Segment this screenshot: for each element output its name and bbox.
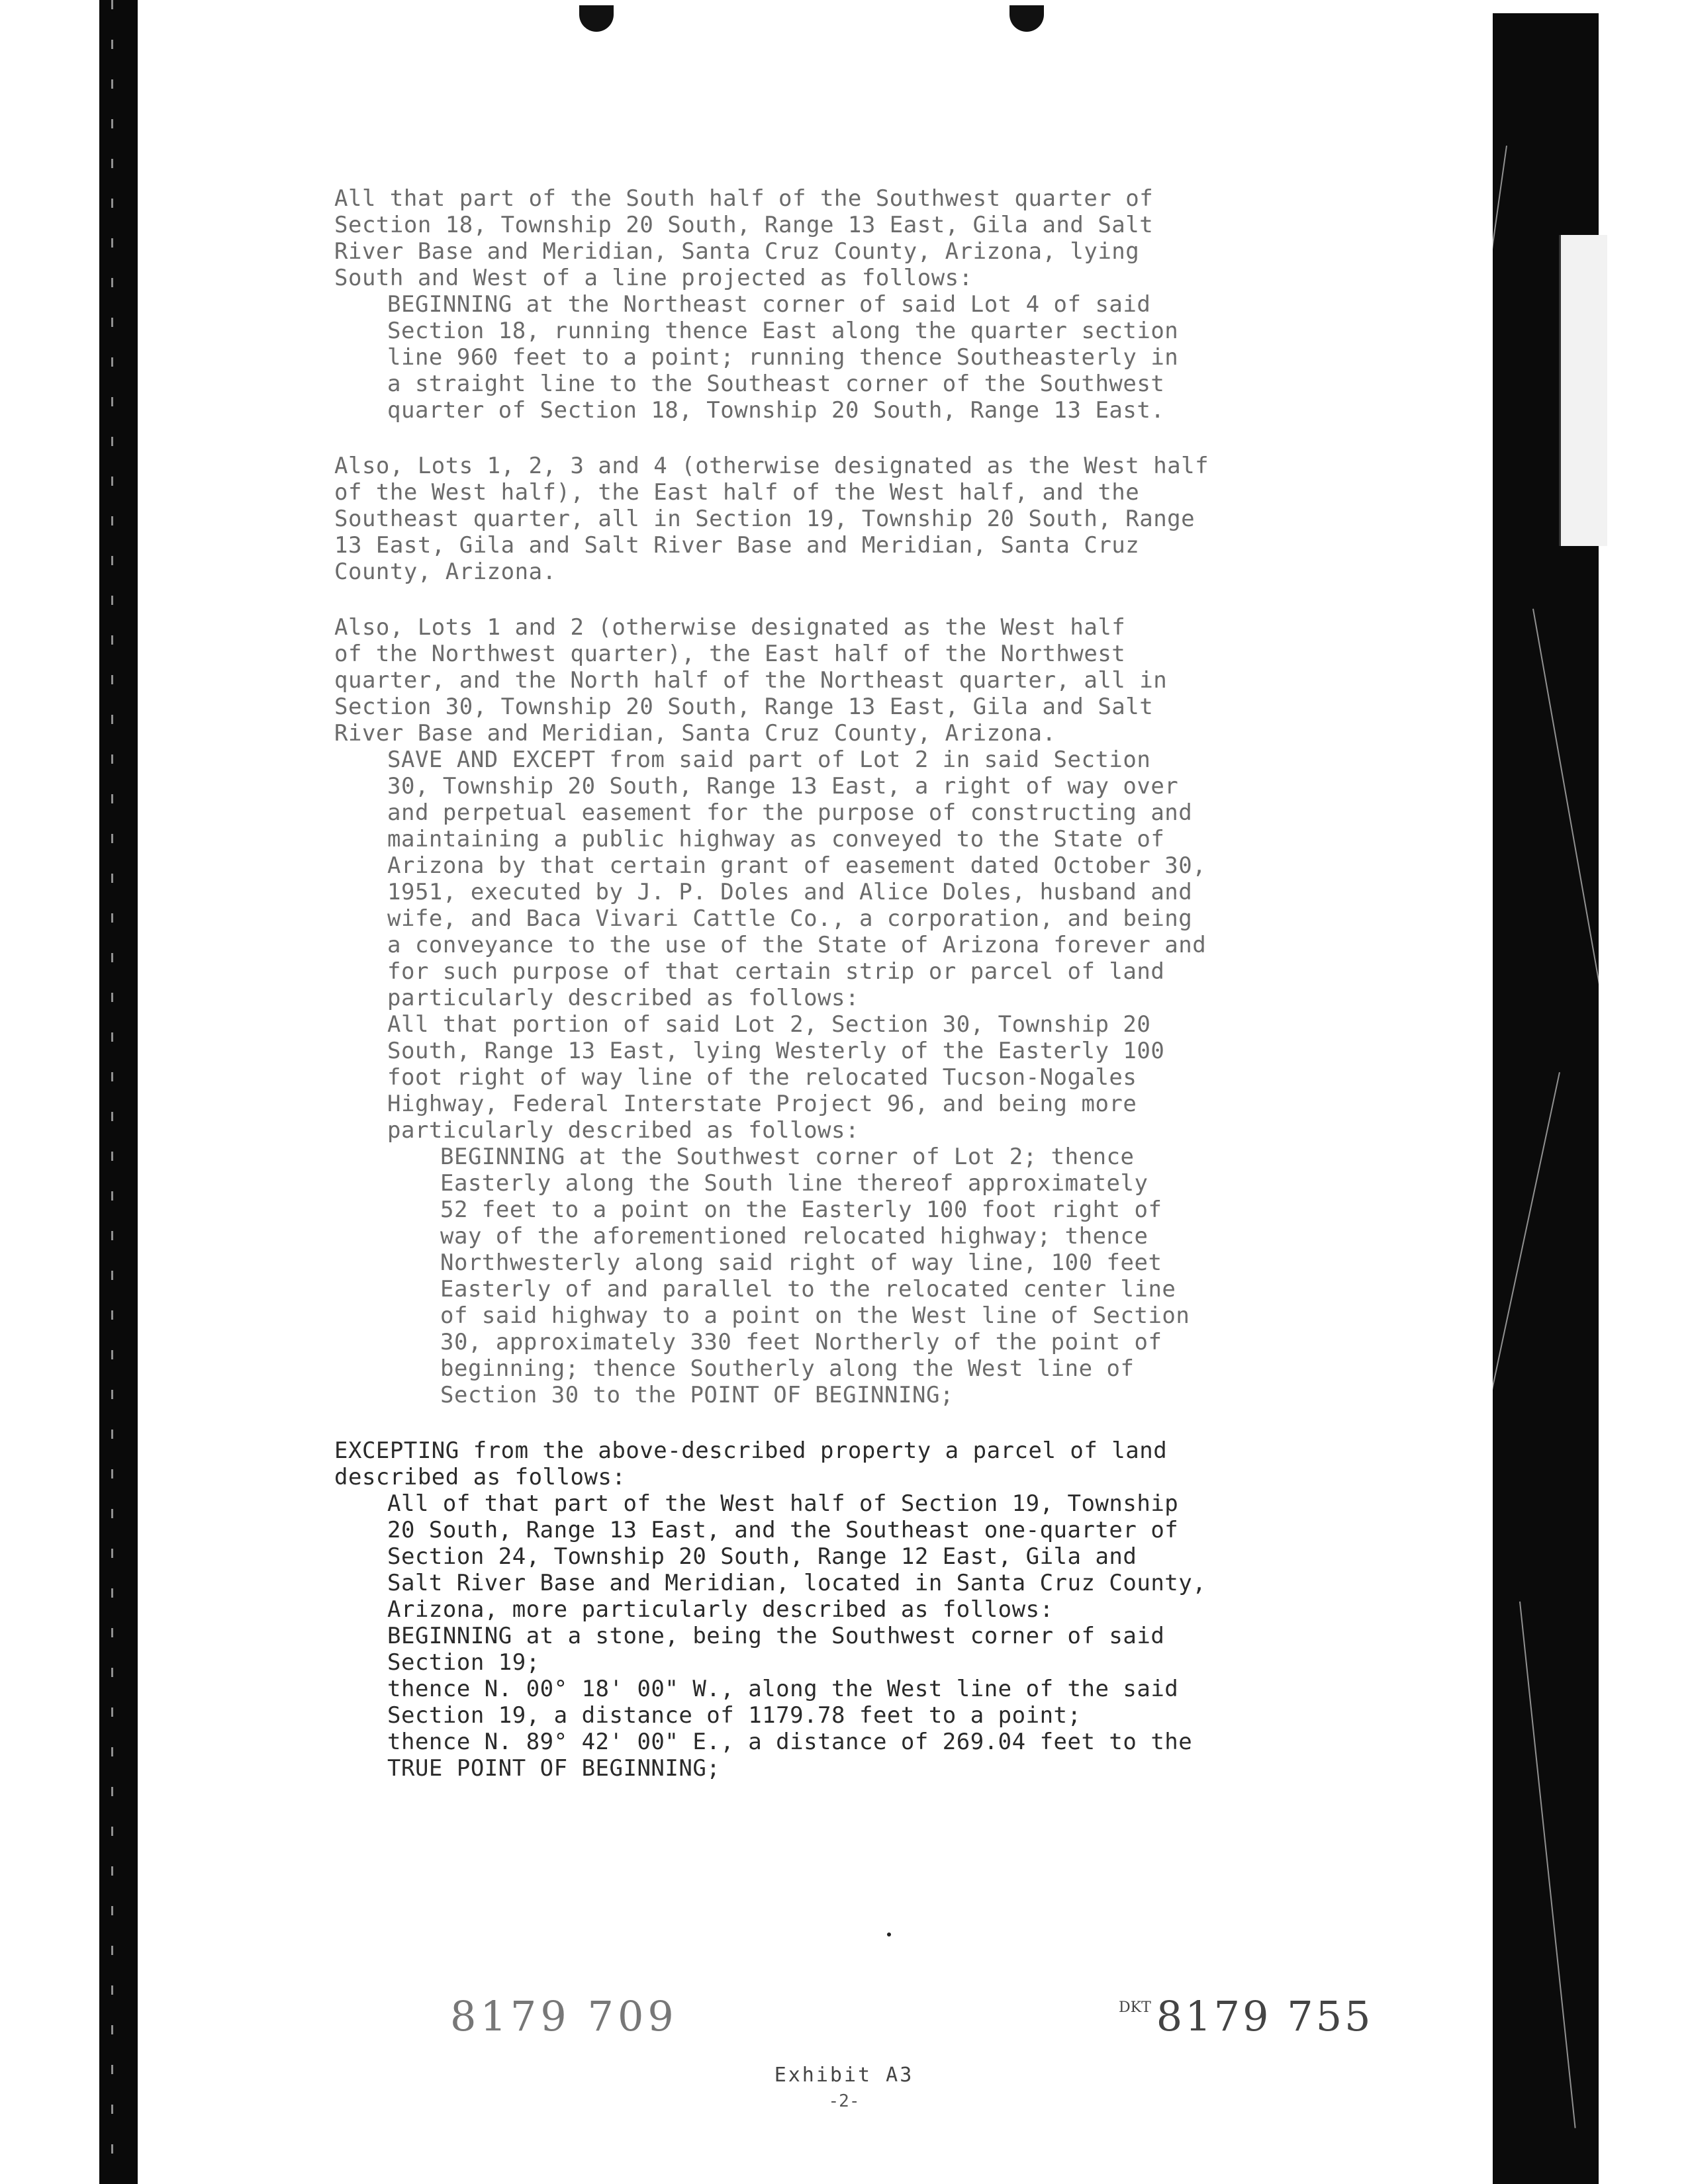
text-line: South, Range 13 East, lying Westerly of the Easterly 100	[387, 1038, 1165, 1064]
text-line: Section 30, Township 20 South, Range 13 East, Gila and Salt	[334, 694, 1154, 720]
scan-edge-left	[99, 0, 138, 2184]
text-line: 1951, executed by J. P. Doles and Alice Doles, husband and	[387, 879, 1193, 905]
text-line: Northwesterly along said right of way line, 100 feet	[440, 1250, 1162, 1276]
text-line: Section 18, running thence East along the quarter section	[387, 318, 1179, 344]
text-line: All of that part of the West half of Section 19, Township	[387, 1490, 1179, 1517]
text-line: quarter of Section 18, Township 20 South, Range 13 East.	[387, 397, 1165, 424]
paragraph-section-30	[334, 614, 1367, 1408]
text-line: foot right of way line of the relocated Tucson-Nogales	[387, 1064, 1137, 1091]
text-line: Arizona, more particularly described as follows:	[387, 1596, 1054, 1623]
text-line: 20 South, Range 13 East, and the Southeast one-quarter of	[387, 1517, 1179, 1543]
text-line: BEGINNING at the Northeast corner of said Lot 4 of said	[387, 291, 1151, 318]
text-line: particularly described as follows:	[387, 985, 859, 1011]
text-line: River Base and Meridian, Santa Cruz County, Arizona, lying	[334, 238, 1140, 265]
text-line: and perpetual easement for the purpose of constructing and	[387, 799, 1193, 826]
text-line: Easterly along the South line thereof approximately	[440, 1170, 1149, 1197]
text-line: Highway, Federal Interstate Project 96, and being more	[387, 1091, 1137, 1117]
text-line: described as follows:	[334, 1464, 626, 1490]
text-line: Section 19, a distance of 1179.78 feet to a point;	[387, 1702, 1082, 1729]
text-line: thence N. 89° 42' 00" E., a distance of 269.04 feet to the	[387, 1729, 1193, 1755]
text-line: BEGINNING at the Southwest corner of Lot 2; thence	[440, 1144, 1135, 1170]
exhibit-label: Exhibit A3	[774, 2064, 914, 2087]
text-line: quarter, and the North half of the Northeast quarter, all in	[334, 667, 1168, 694]
punch-hole-right	[1009, 5, 1044, 32]
legal-description	[334, 185, 1367, 1811]
text-line: of the West half), the East half of the West half, and the	[334, 479, 1140, 506]
paragraph-exception	[334, 1437, 1367, 1782]
recording-stamp-right	[1119, 1992, 1374, 2040]
text-line: for such purpose of that certain strip or parcel of land	[387, 958, 1165, 985]
text-line: 52 feet to a point on the Easterly 100 foot right of	[440, 1197, 1162, 1223]
text-line: 30, approximately 330 feet Northerly of the point of	[440, 1329, 1162, 1355]
paragraph-section-18	[334, 185, 1367, 424]
stamp-number: 8179 755	[1156, 1992, 1374, 2040]
text-line: beginning; thence Southerly along the West line of	[440, 1355, 1135, 1382]
text-line: All that portion of said Lot 2, Section 30, Township 20	[387, 1011, 1151, 1038]
text-line: Salt River Base and Meridian, located in Santa Cruz County,	[387, 1570, 1207, 1596]
text-line: Section 24, Township 20 South, Range 12 East, Gila and	[387, 1543, 1137, 1570]
text-line: Also, Lots 1 and 2 (otherwise designated as the West half	[334, 614, 1126, 641]
text-line: South and West of a line projected as follows:	[334, 265, 973, 291]
text-line: Section 18, Township 20 South, Range 13 East, Gila and Salt	[334, 212, 1154, 238]
speck	[887, 1933, 891, 1936]
text-line: Arizona by that certain grant of easement dated October 30,	[387, 852, 1207, 879]
text-line: Section 19;	[387, 1649, 540, 1676]
text-line: a conveyance to the use of the State of Arizona forever and	[387, 932, 1207, 958]
text-line: BEGINNING at a stone, being the Southwest corner of said	[387, 1623, 1165, 1649]
recording-stamp-left: 8179 709	[450, 1992, 678, 2040]
page-number: -2-	[828, 2091, 860, 2111]
text-line: way of the aforementioned relocated highway; thence	[440, 1223, 1149, 1250]
paper-tab	[1559, 235, 1607, 546]
text-line: of the Northwest quarter), the East half of the Northwest	[334, 641, 1126, 667]
text-line: SAVE AND EXCEPT from said part of Lot 2 in said Section	[387, 747, 1151, 773]
text-line: EXCEPTING from the above-described property a parcel of land	[334, 1437, 1168, 1464]
text-line: maintaining a public highway as conveyed to the State of	[387, 826, 1165, 852]
text-line: wife, and Baca Vivari Cattle Co., a corporation, and being	[387, 905, 1193, 932]
text-line: 13 East, Gila and Salt River Base and Meridian, Santa Cruz	[334, 532, 1140, 559]
text-line: 30, Township 20 South, Range 13 East, a right of way over	[387, 773, 1179, 799]
text-line: County, Arizona.	[334, 559, 557, 585]
text-line: Southeast quarter, all in Section 19, Township 20 South, Range	[334, 506, 1196, 532]
text-line: thence N. 00° 18' 00" W., along the West line of the said	[387, 1676, 1179, 1702]
stamp-prefix: DKT	[1119, 1999, 1151, 2016]
punch-hole-left	[579, 5, 614, 32]
text-line: All that part of the South half of the Southwest quarter of	[334, 185, 1154, 212]
text-line: Section 30 to the POINT OF BEGINNING;	[440, 1382, 954, 1408]
text-line: a straight line to the Southeast corner of the Southwest	[387, 371, 1165, 397]
text-line: of said highway to a point on the West line of Section	[440, 1302, 1190, 1329]
text-line: TRUE POINT OF BEGINNING;	[387, 1755, 721, 1782]
text-line: line 960 feet to a point; running thence Southeasterly in	[387, 344, 1179, 371]
text-line: River Base and Meridian, Santa Cruz County, Arizona.	[334, 720, 1056, 747]
paragraph-section-19	[334, 453, 1367, 585]
text-line: Easterly of and parallel to the relocated center line	[440, 1276, 1176, 1302]
text-line: particularly described as follows:	[387, 1117, 859, 1144]
text-line: Also, Lots 1, 2, 3 and 4 (otherwise designated as the West half	[334, 453, 1209, 479]
